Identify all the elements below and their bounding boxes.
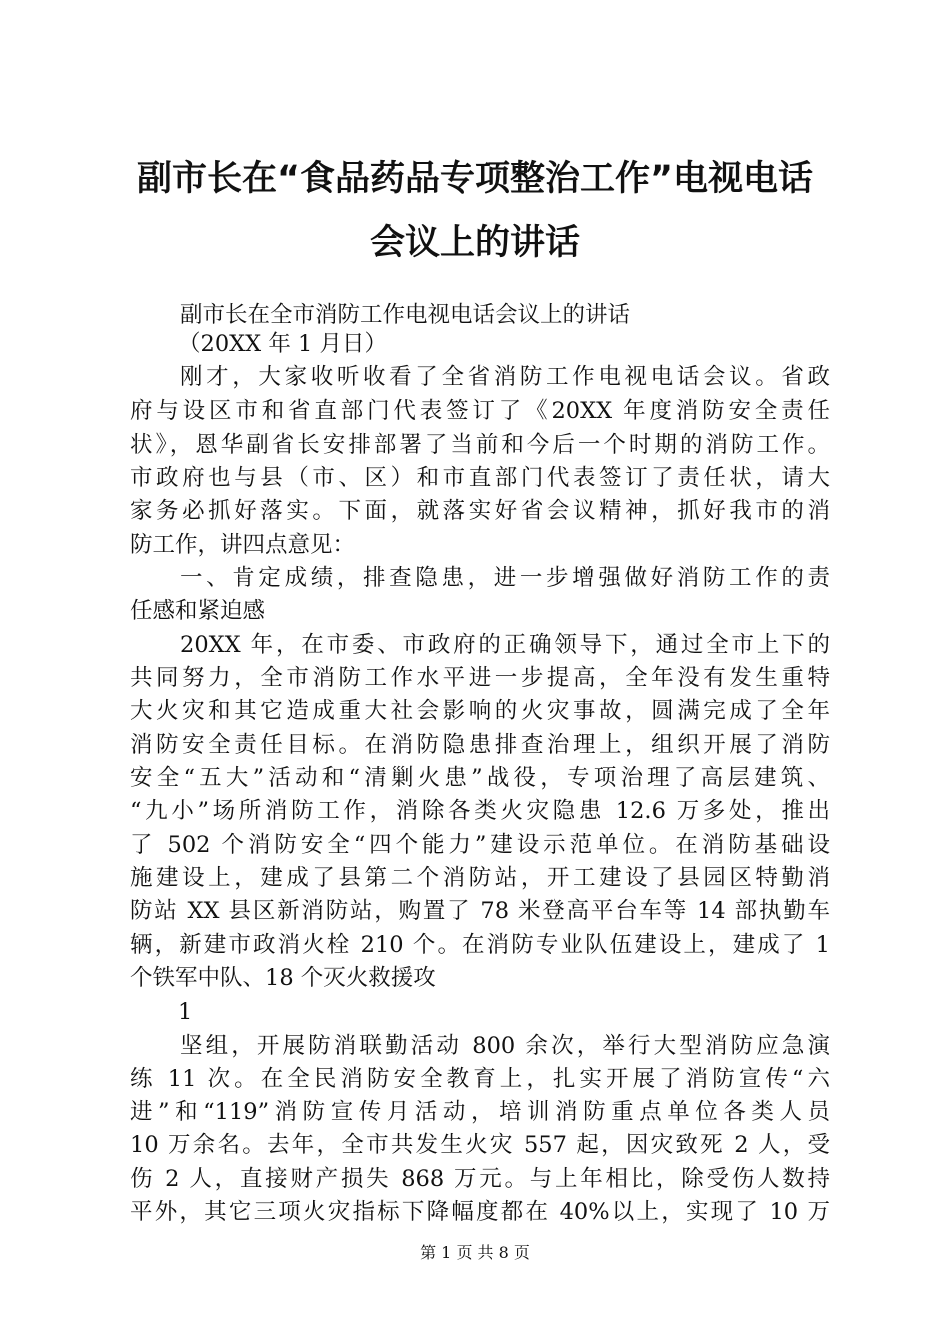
paragraph-line: 平外，其它三项火灾指标下降幅度都在 40%以上，实现了 10 万 [130, 1199, 830, 1225]
paragraph-line: 状》，恩华副省长安排部署了当前和今后一个时期的消防工作。 [130, 432, 830, 458]
paragraph-line: 府与设区市和省直部门代表签订了《20XX 年度消防安全责任 [130, 398, 830, 424]
document-title-line-1: 副市长在“食品药品专项整治工作”电视电话 [136, 159, 813, 199]
inline-page-number: 1 [178, 999, 193, 1025]
paragraph-line: 20XX 年，在市委、市政府的正确领导下，通过全市上下的 [180, 632, 830, 658]
paragraph-line: “九小”场所消防工作，消除各类火灾隐患 12.6 万多处，推出 [130, 798, 830, 824]
paragraph-line: 施建设上，建成了县第二个消防站，开工建设了县园区特勤消 [130, 865, 830, 891]
paragraph-line: 刚才，大家收听收看了全省消防工作电视电话会议。省政 [180, 364, 830, 390]
paragraph-line: 大火灾和其它造成重大社会影响的火灾事故，圆满完成了全年 [130, 698, 830, 724]
paragraph-line: 家务必抓好落实。下面，就落实好省会议精神，抓好我市的消 [130, 498, 830, 524]
paragraph-line: 共同努力，全市消防工作水平进一步提高，全年没有发生重特 [130, 665, 830, 691]
section-heading-line: 任感和紧迫感 [130, 598, 266, 624]
date-line: （20XX 年 1 月日） [178, 331, 387, 357]
subtitle: 副市长在全市消防工作电视电话会议上的讲话 [180, 302, 631, 328]
document-title-line-2: 会议上的讲话 [369, 223, 580, 263]
paragraph-line: 10 万余名。去年，全市共发生火灾 557 起，因灾致死 2 人，受 [130, 1132, 830, 1158]
paragraph-line: 进”和“119”消防宣传月活动，培训消防重点单位各类人员 [130, 1099, 830, 1125]
paragraph-line: 坚组，开展防消联勤活动 800 余次，举行大型消防应急演 [180, 1033, 830, 1059]
paragraph-line: 防工作，讲四点意见： [130, 532, 356, 558]
page-footer: 第 1 页 共 8 页 [420, 1243, 530, 1262]
paragraph-line: 个铁军中队、18 个灭火救援攻 [130, 965, 436, 991]
paragraph-line: 消防安全责任目标。在消防隐患排查治理上，组织开展了消防 [130, 732, 830, 758]
paragraph-line: 了 502 个消防安全“四个能力”建设示范单位。在消防基础设 [130, 832, 830, 858]
paragraph-line: 安全“五大”活动和“清剿火患”战役，专项治理了高层建筑、 [130, 765, 830, 791]
paragraph-line: 辆，新建市政消火栓 210 个。在消防专业队伍建设上，建成了 1 [130, 932, 830, 958]
paragraph-line: 防站 XX 县区新消防站，购置了 78 米登高平台车等 14 部执勤车 [130, 898, 830, 924]
paragraph-line: 伤 2 人，直接财产损失 868 万元。与上年相比，除受伤人数持 [130, 1166, 830, 1192]
paragraph-line: 练 11 次。在全民消防安全教育上，扎实开展了消防宣传“六 [130, 1066, 830, 1092]
paragraph-line: 市政府也与县（市、区）和市直部门代表签订了责任状，请大 [130, 465, 830, 491]
section-heading-line: 一、肯定成绩，排查隐患，进一步增强做好消防工作的责 [180, 565, 830, 591]
